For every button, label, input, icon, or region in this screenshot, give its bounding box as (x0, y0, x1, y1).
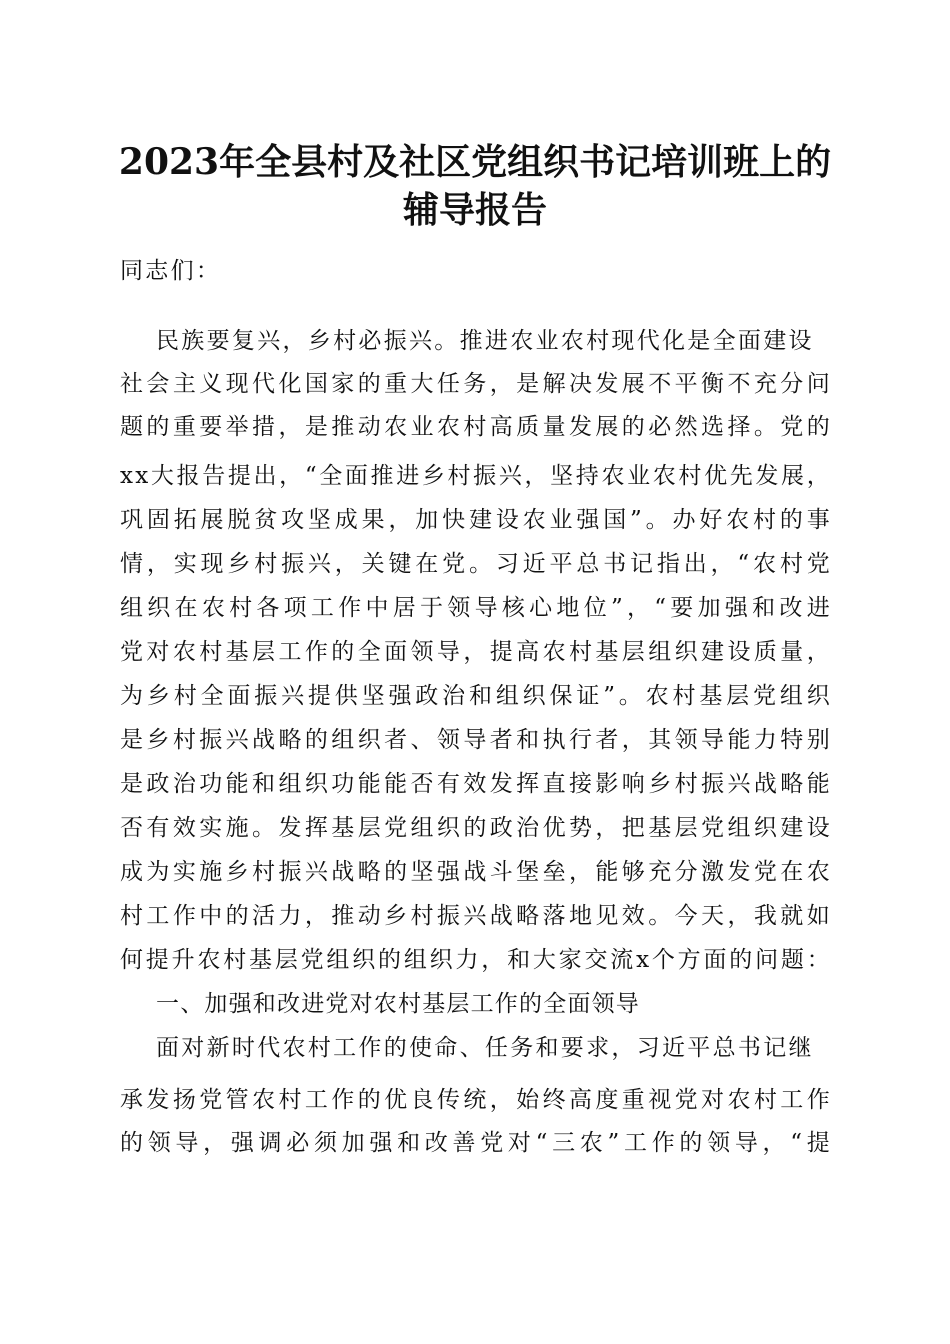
paragraph-1-line-1: 民族要复兴，乡村必振兴。推进农业农村现代化是全面建设 (156, 328, 814, 354)
paragraph-1-line-15: 何提升农村基层党组织的组织力，和大家交流x个方面的问题： (120, 947, 832, 973)
paragraph-1-line-14: 村工作中的活力，推动乡村振兴战略落地见效。今天，我就如 (120, 903, 832, 929)
title-line-2: 辅导报告 (402, 189, 547, 231)
paragraph-2-line-3: 的领导，强调必须加强和改善党对“三农”工作的领导，“提 (120, 1130, 832, 1156)
paragraph-1-line-9: 为乡村全面振兴提供坚强政治和组织保证”。农村基层党组织 (120, 683, 832, 709)
paragraph-1-line-7: 组织在农村各项工作中居于领导核心地位”，“要加强和改进 (120, 595, 832, 621)
paragraph-1-line-12: 否有效实施。发挥基层党组织的政治优势，把基层党组织建设 (120, 815, 832, 841)
paragraph-1-line-4: xx大报告提出，“全面推进乡村振兴，坚持农业农村优先发展， (120, 463, 832, 489)
title-line-1: 2023年全县村及社区党组织书记培训班上的 (118, 141, 832, 183)
paragraph-2-line-1: 面对新时代农村工作的使命、任务和要求，习近平总书记继 (156, 1035, 814, 1061)
paragraph-1-line-10: 是乡村振兴战略的组织者、领导者和执行者，其领导能力特别 (120, 727, 832, 753)
section-1-heading: 一、加强和改进党对农村基层工作的全面领导 (156, 991, 640, 1017)
paragraph-1-line-5: 巩固拓展脱贫攻坚成果，加快建设农业强国”。办好农村的事 (120, 507, 832, 533)
paragraph-1-line-2: 社会主义现代化国家的重大任务，是解决发展不平衡不充分问 (120, 371, 832, 397)
document-title (100, 138, 850, 234)
paragraph-2-line-2: 承发扬党管农村工作的优良传统，始终高度重视党对农村工作 (120, 1087, 832, 1113)
paragraph-1-line-6: 情，实现乡村振兴，关键在党。习近平总书记指出，“农村党 (120, 551, 832, 577)
paragraph-1-line-13: 成为实施乡村振兴战略的坚强战斗堡垒，能够充分激发党在农 (120, 859, 832, 885)
paragraph-1-line-3: 题的重要举措，是推动农业农村高质量发展的必然选择。党的 (120, 414, 832, 440)
paragraph-1-line-8: 党对农村基层工作的全面领导，提高农村基层组织建设质量， (120, 639, 832, 665)
salutation: 同志们： (120, 258, 222, 284)
paragraph-1-line-11: 是政治功能和组织功能能否有效发挥直接影响乡村振兴战略能 (120, 771, 832, 797)
